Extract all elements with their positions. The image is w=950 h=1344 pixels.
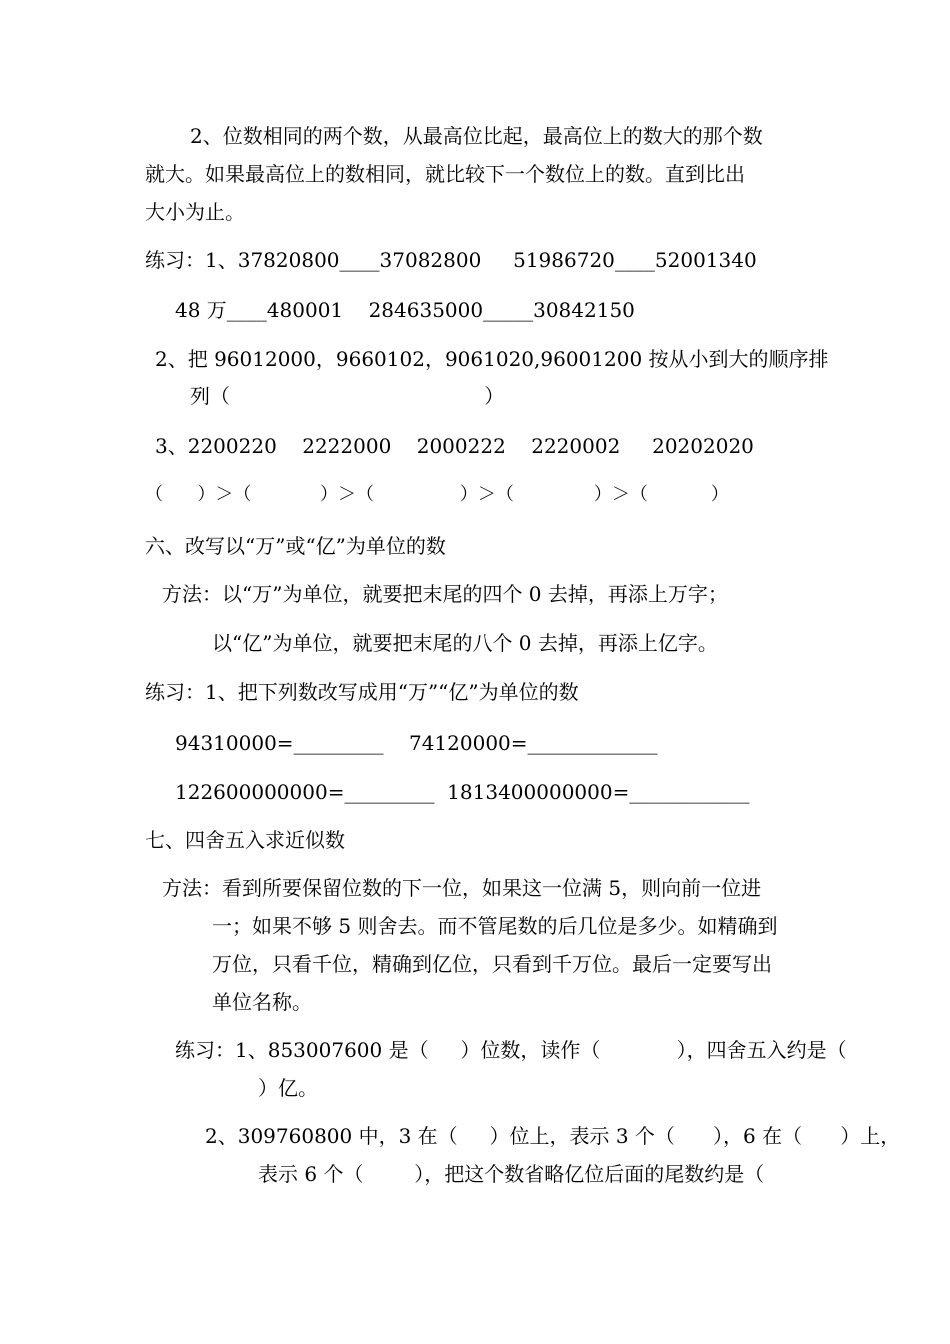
section6-heading: 六、改写以“万”或“亿”为单位的数	[145, 534, 446, 558]
practice-compare-q2-line2: 列（ ）	[190, 384, 505, 408]
section7-method-line2: 一；如果不够 5 则舍去。而不管尾数的后几位是多少。如精确到	[212, 914, 778, 938]
practice-compare-q1-line1: 练习：1、37820800____37082800 51986720____52001340	[145, 248, 757, 272]
section6-exercise-line2: 122600000000=_________ 1813400000000=____________	[175, 780, 750, 804]
section7-method-line3: 万位，只看千位，精确到亿位，只看到千万位。最后一定要写出	[212, 952, 772, 976]
practice-compare-q1-line2: 48 万____480001 284635000_____30842150	[175, 298, 635, 322]
section7-practice-q1-line1: 练习：1、853007600 是（ ）位数，读作（ ），四舍五入约是（	[175, 1038, 847, 1062]
practice-compare-q3-line1: 3、2200220 2222000 2000222 2220002 20202020	[155, 434, 754, 458]
section7-heading: 七、四舍五入求近似数	[145, 828, 345, 852]
practice-compare-q3-line2: （ ）＞（ ）＞（ ）＞（ ）＞（ ）	[145, 484, 729, 505]
practice-compare-q2-line1: 2、把 96012000，9660102，9061020,96001200 按从小到大的顺序排	[155, 347, 829, 371]
section7-method-line1: 方法：看到所要保留位数的下一位，如果这一位满 5，则向前一位进	[162, 876, 762, 900]
section7-practice-q2-line2: 表示 6 个（ ），把这个数省略亿位后面的尾数约是（	[258, 1162, 765, 1186]
section7-method-line4: 单位名称。	[212, 990, 312, 1014]
section7-practice-q1-line2: ）亿。	[258, 1076, 318, 1100]
section6-method-line2: 以“亿”为单位，就要把末尾的八个 0 去掉，再添上亿字。	[212, 631, 718, 655]
rule2-line2: 就大。如果最高位上的数相同，就比较下一个数位上的数。直到比出	[145, 162, 745, 186]
rule2-line3: 大小为止。	[145, 200, 245, 224]
section6-method-line1: 方法：以“万”为单位，就要把末尾的四个 0 去掉，再添上万字；	[162, 582, 728, 606]
section6-practice-intro: 练习：1、把下列数改写成用“万”“亿”为单位的数	[145, 680, 579, 704]
section6-exercise-line1: 94310000=_________ 74120000=_____________	[175, 731, 658, 755]
section7-practice-q2-line1: 2、309760800 中，3 在（ ）位上，表示 3 个（ ），6 在（ ）上，	[205, 1124, 901, 1148]
rule2-line1: 2、位数相同的两个数，从最高位比起，最高位上的数大的那个数	[190, 124, 763, 148]
